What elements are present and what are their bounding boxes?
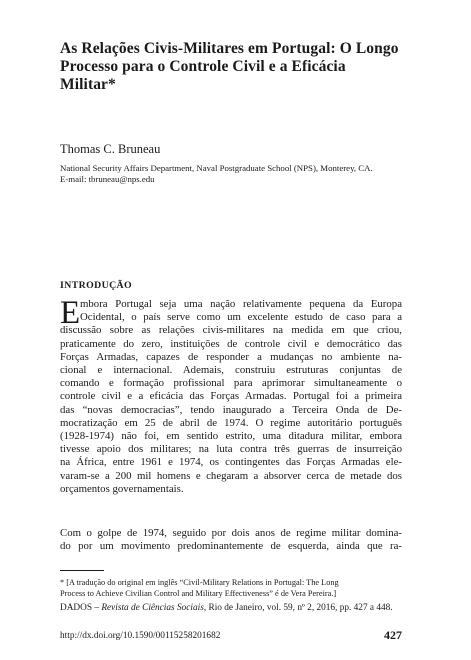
title-line: As Relações Civis-Militares em Portugal: O Longo [60,40,399,57]
journal-prefix: DADOS – [60,603,102,613]
text-line: Com o golpe de 1974, seguido por dois anos de regime militar domina- [60,527,402,539]
journal-citation [60,603,393,613]
paragraph-2 [60,527,402,553]
text-line: discussão sobre as relações civis-militares na medida em que criou, [60,324,402,337]
page-number: 427 [384,628,402,642]
text-line: (1928-1974) não foi, em sentido estrito, uma ditadura militar, embora [60,430,402,443]
citation-details: , Rio de Janeiro, vol. 59, nº 2, 2016, pp. 427 a 448. [203,603,393,613]
title-line: Processo para o Controle Civil e a Eficácia [60,58,346,75]
author-affiliation-block [60,163,420,185]
text-line: orçamentos governamentais. [60,482,184,495]
affiliation-text: National Security Affairs Department, Naval Postgraduate School (NPS), Monterey, CA. [60,163,373,173]
journal-name: Revista de Ciências Sociais [101,603,204,613]
drop-cap-letter: E [60,295,81,331]
text-line: mocratização em 25 de abril de 1974. O regime autoritário português [60,416,402,429]
text-line: do por um movimento predominantemente de esquerda, ainda que ra- [60,540,402,553]
text-line: cional e internacional. Ademais, construiu estruturas conjuntas de [60,364,402,377]
text-line: Ocidental, o país serve como um excelente estudo de caso para a [80,311,402,324]
doi-link[interactable]: http://dx.doi.org/10.1590/00115258201682 [60,631,221,641]
text-line: na África, entre 1961 e 1974, os contingentes das Forças Armadas ele- [60,456,402,469]
text-line: tivesse apoio dos militares; na luta contra três guerras de insurreição [60,443,402,456]
footnote-divider [60,570,104,571]
author-name: Thomas C. Bruneau [60,142,161,156]
text-line: Forças Armadas, capazes de responder a mudanças no ambiente na- [60,350,402,363]
footnote [60,578,402,599]
footnote-line: Process to Achieve Civilian Control and Military Effectiveness” é de Vera Pereira.] [60,588,337,598]
title-line: Militar* [60,76,116,93]
footnote-line: * [A tradução do original em inglês “Civil-Military Relations in Portugal: The Long [60,578,339,587]
text-line: comando e formação profissional para aprimorar simultaneamente o [60,377,402,390]
text-line: praticamente do zero, instituições de controle civil e democrático das [60,337,402,350]
text-line: mbora Portugal seja uma nação relativamente pequena da Europa [80,298,402,310]
text-line: das “novas democracias”, tendo inaugurado a Terceira Onda de De- [60,403,402,416]
text-line: varam-se a 200 mil homens e chegaram a absorver cerca de metade dos [60,469,402,482]
author-email: E-mail: tbruneau@nps.edu [60,174,155,184]
section-heading: INTRODUÇÃO [60,280,133,291]
article-title [60,40,400,94]
text-line: controle civil e a eficácia das Forças Armadas. Portugal foi a primeira [60,390,402,403]
paragraph-1 [60,295,402,496]
